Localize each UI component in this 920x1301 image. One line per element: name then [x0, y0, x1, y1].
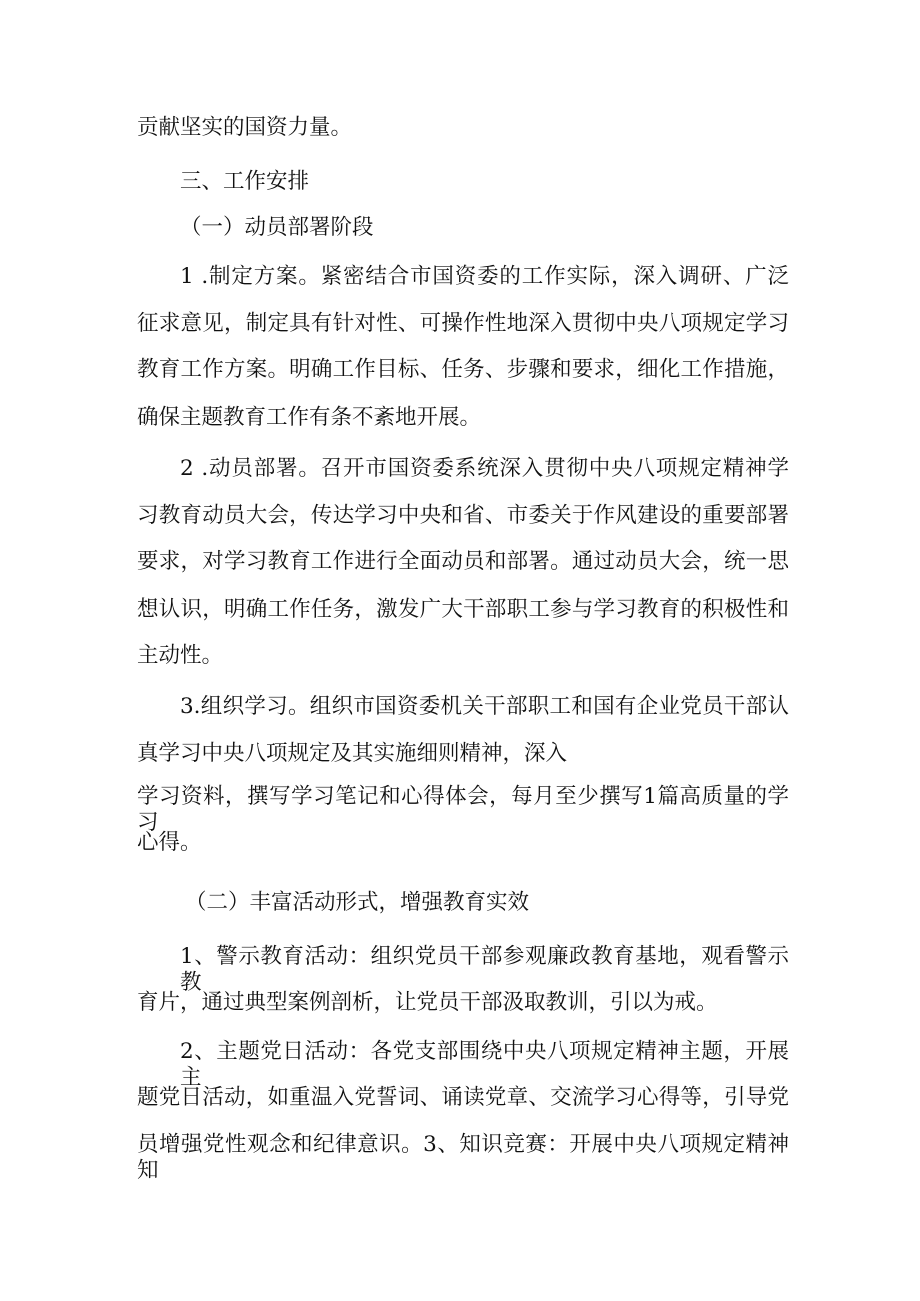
paragraph-line: 征求意见，制定具有针对性、可操作性地深入贯彻中央八项规定学习: [137, 311, 789, 336]
paragraph-line: 真学习中央八项规定及其实施细则精神，深入: [137, 741, 568, 766]
paragraph-line: 题党日活动，如重温入党誓词、诵读党章、交流学习心得等，引导党: [137, 1085, 789, 1110]
paragraph-line: 贡献坚实的国资力量。: [137, 115, 353, 140]
paragraph-line: 2 .动员部署。召开市国资委系统深入贯彻中央八项规定精神学: [180, 456, 789, 481]
paragraph-line: 心得。: [137, 830, 202, 855]
section-heading: 三、工作安排: [180, 169, 310, 194]
paragraph-line: 育片，通过典型案例剖析，让党员干部汲取教训，引以为戒。: [137, 990, 718, 1015]
paragraph-line: 学习资料，撰写学习笔记和心得体会，每月至少撰写1篇高质量的学习: [137, 784, 789, 835]
paragraph-line: 要求，对学习教育工作进行全面动员和部署。通过动员大会，统一思: [137, 549, 789, 574]
paragraph-line: 想认识，明确工作任务，激发广大干部职工参与学习教育的积极性和: [137, 597, 789, 622]
paragraph-line: 1、警示教育活动：组织党员干部参观廉政教育基地，观看警示教: [180, 944, 789, 995]
paragraph-line: 3.组织学习。组织市国资委机关干部职工和国有企业党员干部认: [180, 694, 789, 719]
paragraph-line: 主动性。: [137, 643, 224, 668]
paragraph-line: 员增强党性观念和纪律意识。3、知识竞赛：开展中央八项规定精神知: [137, 1132, 789, 1183]
subsection-heading: （二）丰富活动形式，增强教育实效: [185, 890, 530, 915]
paragraph-line: 2、主题党日活动：各党支部围绕中央八项规定精神主题，开展主: [180, 1039, 789, 1090]
paragraph-line: 教育工作方案。明确工作目标、任务、步骤和要求，细化工作措施，: [137, 357, 789, 382]
subsection-heading: （一）动员部署阶段: [180, 215, 374, 240]
paragraph-line: 习教育动员大会，传达学习中央和省、市委关于作风建设的重要部署: [137, 503, 789, 528]
paragraph-line: 确保主题教育工作有条不紊地开展。: [137, 405, 482, 430]
paragraph-line: 1 .制定方案。紧密结合市国资委的工作实际，深入调研、广泛: [180, 264, 789, 289]
